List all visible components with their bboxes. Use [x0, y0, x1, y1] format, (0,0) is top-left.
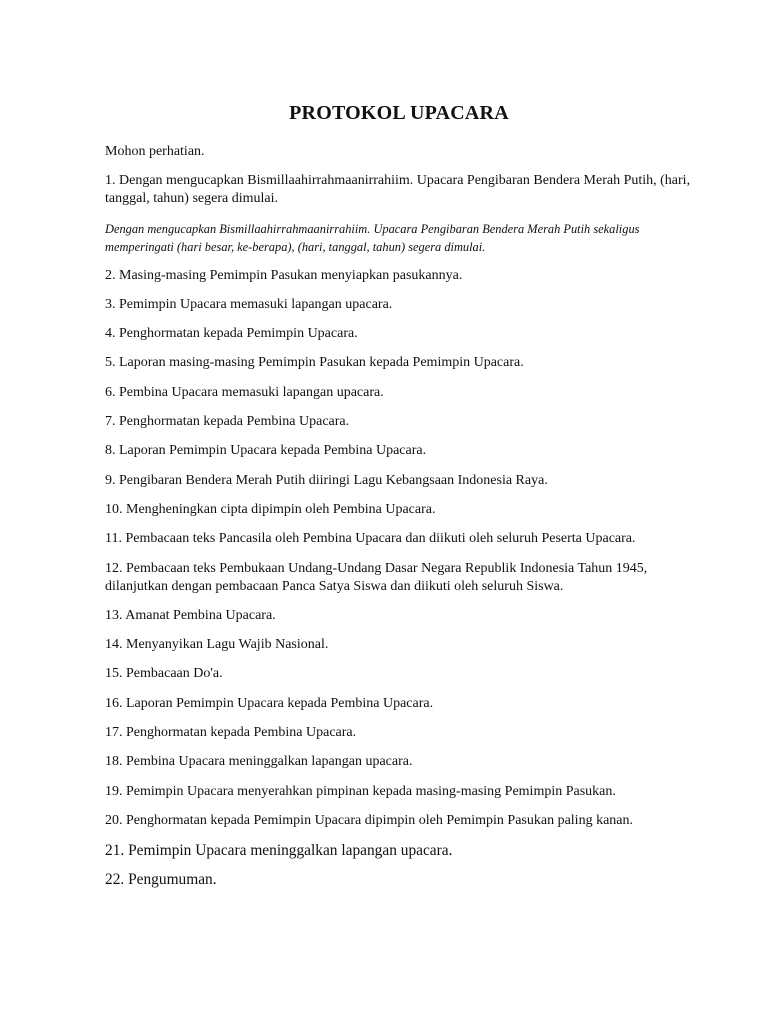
document-body: [105, 143, 695, 899]
list-item: 10. Mengheningkan cipta dipimpin oleh Pembina Upacara.: [105, 501, 436, 517]
list-item: 5. Laporan masing-masing Pemimpin Pasukan kepada Pemimpin Upacara.: [105, 355, 524, 371]
list-item: 9. Pengibaran Bendera Merah Putih diiringi Lagu Kebangsaan Indonesia Raya.: [105, 472, 548, 488]
list-item-22: 22. Pengumuman.: [105, 871, 217, 889]
list-item: 4. Penghormatan kepada Pemimpin Upacara.: [105, 326, 358, 342]
list-item: 13. Amanat Pembina Upacara.: [105, 607, 276, 623]
list-item: 7. Penghormatan kepada Pembina Upacara.: [105, 414, 350, 430]
intro-text: Mohon perhatian.: [105, 144, 205, 159]
page-title: PROTOKOL UPACARA: [289, 102, 509, 124]
list-item-21: 21. Pemimpin Upacara meninggalkan lapangan upacara.: [105, 842, 453, 860]
list-item: 12. Pembacaan teks Pembukaan Undang-Undang Dasar Negara Republik Indonesia Tahun 1945, dilanjutkan dengan pembacaan Panca Satya Siswa dan diikuti oleh seluruh Siswa.: [105, 560, 648, 594]
list-item: 3. Pemimpin Upacara memasuki lapangan upacara.: [105, 296, 393, 312]
list-item-1: 1. Dengan mengucapkan Bismillaahirrahmaanirrahiim. Upacara Pengibaran Bendera Merah Putih, (hari, tanggal, tahun) segera dimulai.: [105, 173, 691, 207]
list-item: 20. Penghormatan kepada Pemimpin Upacara dipimpin oleh Pemimpin Pasukan paling kanan.: [105, 812, 634, 828]
list-item: 2. Masing-masing Pemimpin Pasukan menyiapkan pasukannya.: [105, 267, 463, 283]
list-item: 17. Penghormatan kepada Pembina Upacara.: [105, 725, 357, 741]
list-item: 8. Laporan Pemimpin Upacara kepada Pembina Upacara.: [105, 443, 427, 459]
list-item: 19. Pemimpin Upacara menyerahkan pimpinan kepada masing-masing Pemimpin Pasukan.: [105, 783, 616, 799]
list-item: 16. Laporan Pemimpin Upacara kepada Pembina Upacara.: [105, 695, 434, 711]
list-item: 18. Pembina Upacara meninggalkan lapangan upacara.: [105, 754, 413, 770]
list-item: 15. Pembacaan Do'a.: [105, 666, 223, 682]
list-item: 11. Pembacaan teks Pancasila oleh Pembina Upacara dan diikuti oleh seluruh Peserta Upacara.: [105, 531, 636, 547]
italic-note: Dengan mengucapkan Bismillaahirrahmaanirrahiim. Upacara Pengibaran Bendera Merah Putih sekaligus memperingati (hari besar, ke-berapa), (hari, tanggal, tahun) segera dimulai.: [105, 221, 640, 254]
list-item: 6. Pembina Upacara memasuki lapangan upacara.: [105, 384, 384, 400]
list-item: 14. Menyanyikan Lagu Wajib Nasional.: [105, 637, 329, 653]
